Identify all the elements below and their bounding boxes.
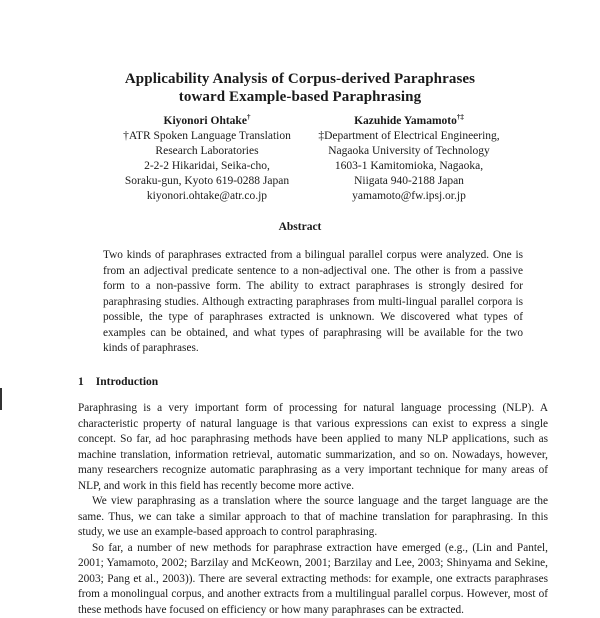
paper-title: [0, 70, 600, 106]
abstract-heading: Abstract: [0, 221, 600, 233]
section-title: Introduction: [96, 376, 158, 388]
author-name-2: Kazuhide Yamamoto†‡: [309, 110, 509, 129]
author-affiliation-line: †ATR Spoken Language Translation: [107, 129, 307, 144]
author-email: yamamoto@fw.ipsj.or.jp: [309, 189, 509, 204]
title-line-2: toward Example-based Paraphrasing: [0, 88, 600, 106]
author-mark-2: †‡: [457, 113, 464, 121]
author-affiliation-line: Research Laboratories: [107, 144, 307, 159]
title-line-1: Applicability Analysis of Corpus-derived Paraphrases: [0, 70, 600, 88]
paragraph: Paraphrasing is a very important form of processing for natural language processing (NLP). A characteristic property of natural language is that various expressions can exist to express a single concept. So far, ad hoc paraphrasing methods have been applied to many NLP applications, such as machine translation, information retrieval, automatic summarization, and so on. Nowadays, however, many researchers recognize automatic paraphrasing as a very important technique for many areas of NLP, and work in this field has recently become more active.: [78, 401, 548, 494]
author-block-1: [107, 110, 307, 204]
author-block-2: [309, 110, 509, 204]
introduction-body: [78, 401, 548, 618]
author-affiliation-line: ‡Department of Electrical Engineering,: [309, 129, 509, 144]
section-number: 1: [78, 376, 84, 388]
author-address-line: 2-2-2 Hikaridai, Seika-cho,: [107, 159, 307, 174]
paragraph: So far, a number of new methods for paraphrase extraction have emerged (e.g., (Lin and Pantel, 2001; Yamamoto, 2002; Barzilay and McKeown, 2001; Barzilay and Lee, 2003; Shinyama and Sekine, 2003; Pang et al., 2003)). There are several extracting methods: for example, one extracts paraphrases from a monolingual corpus, and another extracts from a multilingual parallel corpus. However, most of these methods have focused on efficiency or how many paraphrases can be extracted.: [78, 541, 548, 618]
author-address-line: 1603-1 Kamitomioka, Nagaoka,: [309, 159, 509, 174]
author-address-line: Soraku-gun, Kyoto 619-0288 Japan: [107, 174, 307, 189]
author-name-1: Kiyonori Ohtake†: [107, 110, 307, 129]
abstract-text: Two kinds of paraphrases extracted from a bilingual parallel corpus were analyzed. One is from an adjectival predicate sentence to a non-adjectival one. The other is from a passive form to a non-passive form. The ability to extract paraphrases is strongly desired for paraphrasing studies. Although extracting paraphrases from multi-lingual parallel corpora is possible, the type of paraphrases extracted is unknown. We discovered what types of examples can be obtained, and what types of paraphrasing will be available for the two kinds of paraphrases.: [103, 248, 523, 357]
author-address-line: Niigata 940-2188 Japan: [309, 174, 509, 189]
paragraph: We view paraphrasing as a translation where the source language and the target language are the same. Thus, we can take a similar approach to that of machine translation for paraphrasing. In this study, we use an example-based approach to control paraphrasing.: [78, 494, 548, 541]
author-affiliation-line: Nagaoka University of Technology: [309, 144, 509, 159]
section-heading-introduction: [78, 376, 158, 388]
author-email: kiyonori.ohtake@atr.co.jp: [107, 189, 307, 204]
margin-mark: [0, 388, 2, 410]
author-mark-1: †: [247, 113, 251, 121]
